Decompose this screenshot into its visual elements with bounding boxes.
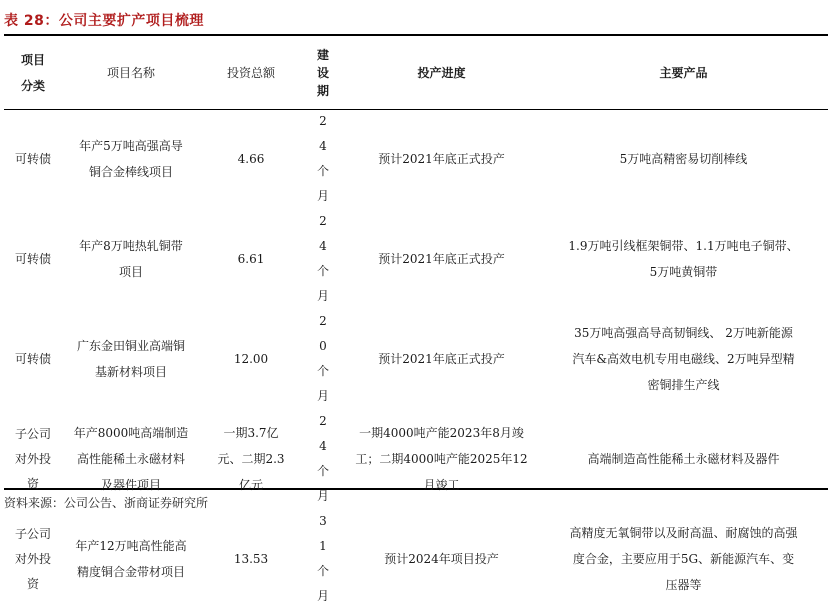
cell-investment: 一期3.7亿元、二期2.3亿元 (217, 426, 285, 492)
cell-type: 可转债 (15, 251, 52, 266)
source-note: 资料来源：公司公告、浙商证券研究所 (4, 496, 209, 510)
cell-investment: 12.00 (233, 352, 269, 366)
cell-type: 子公司对外投资 (15, 426, 52, 491)
cell-type: 子公司对外投资 (15, 526, 52, 591)
cell-progress: 预计2021年底正式投产 (378, 352, 505, 366)
cell-progress: 一期4000吨产能2023年8月竣工；二期4000吨产能2025年12月竣工 (355, 426, 528, 492)
cell-name: 年产5万吨高强高导铜合金棒线项目 (79, 139, 183, 179)
cell-name: 广东金田铜业高端铜基新材料项目 (76, 339, 185, 379)
cell-products: 1.9万吨引线框架铜带、1.1万吨电子铜带、5万吨黄铜带 (568, 239, 799, 279)
header-progress: 投产进度 (417, 65, 466, 80)
table-row (4, 109, 828, 209)
header-name: 项目名称 (106, 65, 155, 80)
cell-progress: 预计2021年底正式投产 (378, 152, 505, 166)
header-period: 建设期 (317, 47, 330, 98)
table-row (4, 309, 828, 409)
cell-investment: 13.53 (233, 552, 269, 566)
cell-products: 35万吨高强高导高韧铜线、 2万吨新能源汽车&高效电机专用电磁线、2万吨异型精密铜排生产线 (572, 326, 795, 392)
cell-name: 年产8万吨热轧铜带项目 (79, 239, 183, 279)
cell-progress: 预计2024年项目投产 (384, 552, 499, 566)
cell-period: 24个月 (317, 414, 330, 503)
table-row (4, 209, 828, 309)
header-investment: 投资总额 (226, 65, 275, 80)
header-type: 项目分类 (21, 52, 46, 93)
cell-investment: 4.66 (237, 152, 265, 166)
cell-period: 20个月 (317, 314, 330, 403)
cell-progress: 预计2021年底正式投产 (378, 252, 505, 266)
header-products: 主要产品 (659, 65, 708, 80)
cell-type: 可转债 (15, 151, 52, 166)
cell-period: 24个月 (317, 214, 330, 303)
header-row (4, 36, 828, 109)
cell-products: 高端制造高性能稀土永磁材料及器件 (587, 452, 780, 466)
cell-name: 年产12万吨高性能高精度铜合金带材项目 (75, 539, 187, 579)
projects-table (4, 36, 828, 609)
cell-period: 24个月 (317, 114, 330, 203)
cell-name: 年产8000吨高端制造高性能稀土永磁材料及器件项目 (73, 426, 189, 492)
cell-period: 31个月 (317, 514, 330, 603)
cell-products: 高精度无氧铜带以及耐高温、耐腐蚀的高强度合金，主要应用于5G、新能源汽车、变压器等 (569, 526, 798, 592)
cell-investment: 6.61 (237, 252, 265, 266)
table-title: 表 28：公司主要扩产项目梳理 (4, 13, 204, 29)
table-row (4, 509, 828, 609)
cell-type: 可转债 (15, 351, 52, 366)
cell-products: 5万吨高精密易切削棒线 (619, 152, 748, 166)
